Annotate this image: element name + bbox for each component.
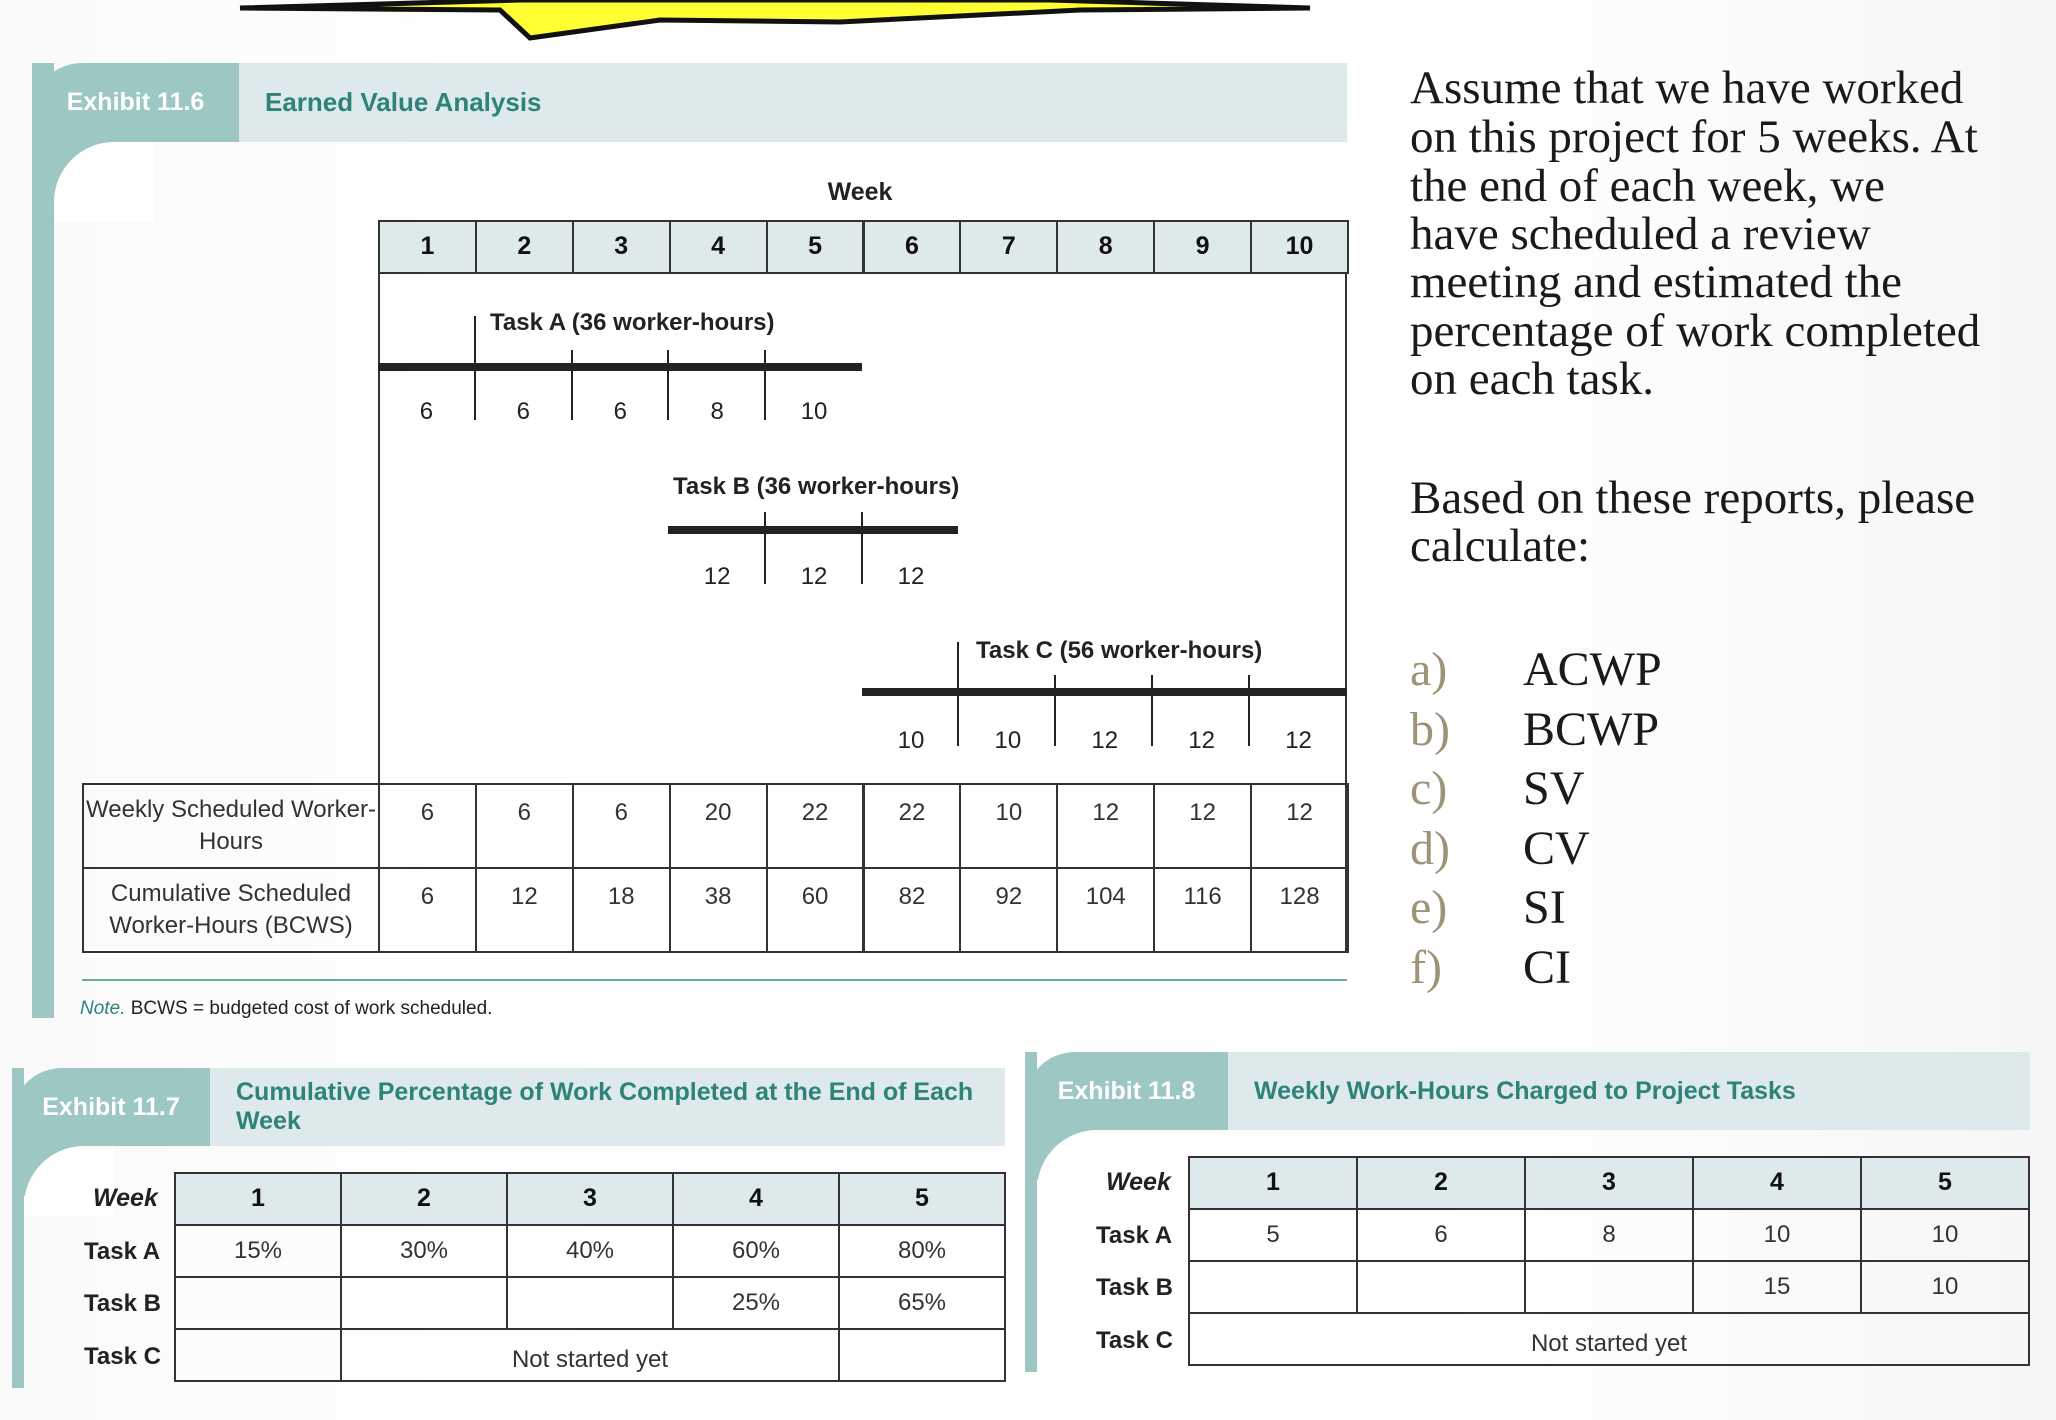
value-cell xyxy=(1188,1260,1358,1314)
week-header-cell: 8 xyxy=(1056,220,1155,274)
value-cell: 10 xyxy=(1860,1260,2030,1314)
value-cell: 10 xyxy=(1860,1208,2030,1262)
question-letter: f) xyxy=(1410,940,1442,994)
value-cell: 25% xyxy=(672,1276,840,1330)
cumulative-hours-cell: 82 xyxy=(863,867,962,953)
task-a-hours: 6 xyxy=(516,398,531,425)
task-a-row-label: Task A xyxy=(1096,1222,1173,1249)
weekly-scheduled-label: Weekly Scheduled Worker-Hours xyxy=(82,783,380,869)
question-letter: c) xyxy=(1410,762,1448,815)
week-label: Week xyxy=(93,1184,158,1212)
task-c-hours: 12 xyxy=(1091,727,1119,754)
prompt-line: calculate: xyxy=(1410,520,1591,572)
week-header-cell: 4 xyxy=(1692,1156,1862,1210)
prompt-line: percentage of work completed xyxy=(1410,305,1981,357)
note-text: BCWS = budgeted cost of work scheduled. xyxy=(125,998,493,1019)
question-letter: d) xyxy=(1410,821,1450,875)
prompt-line: meeting and estimated the xyxy=(1410,256,1903,308)
week-header-cell: 1 xyxy=(1188,1156,1358,1210)
value-cell xyxy=(1356,1260,1526,1314)
exhibit-11-7-title: Cumulative Percentage of Work Completed at the End of Each Week xyxy=(210,1068,1005,1146)
task-a-hours: 6 xyxy=(419,398,434,425)
task-c-hours: 10 xyxy=(994,727,1022,754)
weekly-hours-cell: 6 xyxy=(572,783,671,869)
task-c-row-label: Task C xyxy=(84,1343,161,1370)
weekly-hours-cell: 22 xyxy=(766,783,865,869)
task-a-hours: 6 xyxy=(613,398,627,425)
question-text: BCWP xyxy=(1523,702,1660,756)
exhibit-11-6-title: Earned Value Analysis xyxy=(239,63,1347,142)
question-text: CI xyxy=(1523,940,1571,994)
week-label: Week xyxy=(1106,1168,1171,1196)
value-cell: 10 xyxy=(1692,1208,1862,1262)
weekly-hours-cell: 12 xyxy=(1250,783,1349,869)
prompt-line: have scheduled a review xyxy=(1410,208,1871,260)
cumulative-hours-cell: 60 xyxy=(766,867,865,953)
week-header-cell: 4 xyxy=(672,1172,840,1226)
task-b-label: Task B (36 worker-hours) xyxy=(673,473,960,500)
week-header-cell: 3 xyxy=(572,220,671,274)
week-header-cell: 2 xyxy=(475,220,574,274)
week-header-cell: 2 xyxy=(340,1172,508,1226)
cumulative-hours-cell: 6 xyxy=(378,867,477,953)
weekly-hours-cell: 6 xyxy=(378,783,477,869)
prompt-line: on this project for 5 weeks. At xyxy=(1410,111,1978,163)
cumulative-hours-cell: 92 xyxy=(959,867,1058,953)
question-text: CV xyxy=(1523,821,1590,875)
question-text: ACWP xyxy=(1523,643,1662,696)
task-c-hours: 12 xyxy=(1188,727,1215,754)
week-header-cell: 1 xyxy=(174,1172,342,1226)
task-a-row-label: Task A xyxy=(84,1238,161,1265)
exhibit-11-8-title: Weekly Work-Hours Charged to Project Tasks xyxy=(1228,1052,2030,1130)
value-cell: 60% xyxy=(672,1224,840,1278)
task-c-hours: 10 xyxy=(897,727,925,754)
cumulative-hours-cell: 128 xyxy=(1250,867,1349,953)
task-b-row-label: Task B xyxy=(84,1290,161,1317)
question-letter: b) xyxy=(1410,702,1450,756)
cumulative-hours-cell: 116 xyxy=(1153,867,1252,953)
weekly-hours-cell: 12 xyxy=(1056,783,1155,869)
value-cell: 80% xyxy=(838,1224,1006,1278)
task-a-hours: 10 xyxy=(800,398,828,425)
value-cell: 40% xyxy=(506,1224,674,1278)
task-b-row-label: Task B xyxy=(1096,1274,1173,1301)
value-cell xyxy=(1524,1260,1694,1314)
weekly-hours-cell: 12 xyxy=(1153,783,1252,869)
week-header-cell: 5 xyxy=(1860,1156,2030,1210)
weekly-hours-cell: 20 xyxy=(669,783,768,869)
weekly-hours-cell: 10 xyxy=(959,783,1058,869)
question-letter: e) xyxy=(1410,881,1448,934)
value-cell xyxy=(506,1276,674,1330)
prompt-line: Based on these reports, please xyxy=(1410,472,1976,524)
value-cell xyxy=(174,1276,342,1330)
week-header-cell: 1 xyxy=(378,220,477,274)
task-b-hours: 12 xyxy=(897,563,925,590)
week-header-cell: 6 xyxy=(863,220,962,274)
week-header-cell: 5 xyxy=(766,220,865,274)
value-cell: 65% xyxy=(838,1276,1006,1330)
weekly-hours-cell: 22 xyxy=(863,783,962,869)
task-a-label: Task A (36 worker-hours) xyxy=(490,309,775,336)
not-started-cell: Not started yet xyxy=(340,1328,840,1382)
value-cell xyxy=(340,1276,508,1330)
task-c-hours: 12 xyxy=(1285,727,1312,754)
task-c-label: Task C (56 worker-hours) xyxy=(976,637,1263,664)
exhibit-11-8-tab: Exhibit 11.8 xyxy=(1025,1052,1228,1130)
note-prefix: Note. xyxy=(80,998,126,1019)
cumulative-hours-cell: 38 xyxy=(669,867,768,953)
task-a-hours: 8 xyxy=(710,398,724,425)
prompt-line: the end of each week, we xyxy=(1410,160,1885,212)
exhibit-11-7-tab: Exhibit 11.7 xyxy=(12,1068,210,1146)
task-b-hours: 12 xyxy=(800,563,828,590)
question-text: SV xyxy=(1523,762,1585,815)
value-cell: 8 xyxy=(1524,1208,1694,1262)
cumulative-scheduled-label: Cumulative Scheduled Worker-Hours (BCWS) xyxy=(82,867,380,953)
week-header-cell: 2 xyxy=(1356,1156,1526,1210)
value-cell: 6 xyxy=(1356,1208,1526,1262)
week-header-cell: 3 xyxy=(506,1172,674,1226)
week-header-cell: 5 xyxy=(838,1172,1006,1226)
value-cell: 15 xyxy=(1692,1260,1862,1314)
not-started-cell: Not started yet xyxy=(1188,1312,2030,1366)
week-header-cell: 10 xyxy=(1250,220,1349,274)
value-cell: 15% xyxy=(174,1224,342,1278)
value-cell: 5 xyxy=(1188,1208,1358,1262)
exhibit-11-6-tab: Exhibit 11.6 xyxy=(32,63,239,142)
value-cell: 30% xyxy=(340,1224,508,1278)
prompt-line: on each task. xyxy=(1410,353,1655,405)
cumulative-hours-cell: 104 xyxy=(1056,867,1155,953)
week-header-cell: 4 xyxy=(669,220,768,274)
task-b-hours: 12 xyxy=(703,563,731,590)
cumulative-hours-cell: 12 xyxy=(475,867,574,953)
week-header-cell: 9 xyxy=(1153,220,1252,274)
question-text: SI xyxy=(1523,881,1566,934)
question-letter: a) xyxy=(1410,643,1448,696)
cumulative-hours-cell: 18 xyxy=(572,867,671,953)
week-header-cell: 3 xyxy=(1524,1156,1694,1210)
week-axis-label: Week xyxy=(827,178,893,206)
prompt-line: Assume that we have worked xyxy=(1410,62,1964,114)
weekly-hours-cell: 6 xyxy=(475,783,574,869)
task-c-row-label: Task C xyxy=(1096,1327,1173,1354)
exhibit-11-6-note xyxy=(80,998,492,1020)
week-header-cell: 7 xyxy=(959,220,1058,274)
